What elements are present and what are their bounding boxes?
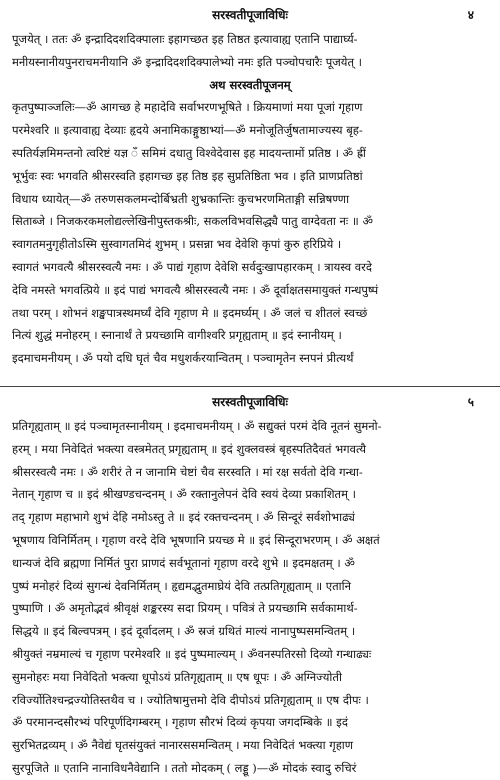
text-line: श्रीयुक्तं नम्रमाल्यं च गृहाण परमेश्वरि ॥ इदं पुष्पमाल्यम् । ॐवनस्पतिरसो दिव्यो गन्धाढ्यः bbox=[12, 646, 372, 661]
text-line: पुष्पं मनोहरं दिव्यं सुगन्धं देवनिर्मितम् । हृद्यमद्भुतमाघ्रेयं देवि तत्प्रतिगृह्यताम् ॥ एतानि bbox=[12, 578, 351, 593]
text-line: सुरभितद्रव्यम् । ॐ नैवेद्यं घृतसंयुक्तं नानारससमन्वितम् । मया निवेदितं भक्त्या गृहाण bbox=[12, 738, 354, 753]
text-line: देवि नमस्ते भगवत्प्रिये ॥ इदं पाद्यं भगवत्यै श्रीसरस्वत्यै नमः । ॐ दूर्वाक्षतसमायुक्तं गन्धपुष्पं bbox=[12, 282, 379, 297]
page-header bbox=[0, 393, 500, 411]
text-line: हरम् । मया निवेदितं भक्त्या वस्त्रमेतत् प्रगृह्यताम् ॥ इदं शुक्लवस्त्रं बृहस्पतिदैवतं भगवत्यै bbox=[12, 441, 367, 456]
text-line: सिताब्जे । निजकरकमलोद्यल्लेखिनीपुस्तकश्रीः, सकलविभवसिद्ध्यै पातु वाग्देवता नः ॥ ॐ bbox=[12, 214, 373, 229]
text-line: ॐ परमानन्दसौरभ्यं परिपूर्णदिगम्बरम् । गृहाण सौरभं दिव्यं कृपया जगदम्बिके ॥ इदं bbox=[12, 715, 348, 730]
running-title: सरस्वतीपूजाविधिः bbox=[212, 8, 288, 22]
text-line: सुमनोहरः मया निवेदितो भक्त्या धूपोऽयं प्रतिगृह्यताम् ॥ एष धूपः । ॐ अग्निज्योती bbox=[12, 669, 342, 684]
text-line: सुरपूजिते ॥ एतानि नानाविधनैवेद्यानि । ततो मोदकम् ( लड्डू )—ॐ मोदकं स्वादु रुचिरं bbox=[12, 760, 357, 775]
page-number: ५ bbox=[467, 395, 474, 409]
text-line: रविर्ज्योतिश्चन्द्रज्योतिस्तथैव च । ज्योतिषामुत्तमो देवि दीपोऽयं प्रतिगृह्यताम् ॥ एष दीपः । bbox=[12, 692, 369, 707]
text-line: सिद्धये ॥ इदं बिल्वपत्रम् । इदं दूर्वादलम् । ॐ स्रजं ग्रथितं माल्यं नानापुष्पसमन्वितम् । bbox=[12, 624, 356, 639]
text-line: भूषणाय विनिर्मितम् । गृहाण वरदे देवि भूषणानि प्रयच्छ मे ॥ इदं सिन्दूराभरणम् । ॐ अक्षतं bbox=[12, 532, 380, 547]
text-line: तद् गृहाण महाभागे शुभं देहि नमोऽस्तु ते ॥ इदं रक्तचन्दनम् । ॐ सिन्दूरं सर्वशोभाढ्यं bbox=[12, 510, 355, 525]
page-number: ४ bbox=[467, 8, 474, 22]
text-line: मनीयस्नानीयपुनराचमनीयानि ॐ इन्द्रादिदशदिक्पालेभ्यो नमः इति पञ्चोपचारैः पूजयेत् । bbox=[12, 54, 363, 69]
text-line: विधाय ध्यायेत्—ॐ तरुणसकलमन्दोर्बिभ्रती शुभ्रकान्तिः कुचभरणमिताङ्गी सन्निषण्णा bbox=[12, 191, 350, 206]
text-line: इदमाचमनीयम् । ॐ पयो दधि घृतं चैव मधुशर्करयान्वितम् । पञ्चामृतेन स्नपनं प्रीत्यर्थं bbox=[12, 351, 354, 366]
text-line: परमेश्वरि ॥ इत्यावाह्य देव्याः हृदये अनामिकाङ्गुष्ठाभ्यां—ॐ मनोजूतिर्जुषतामाज्यस्य बृह- bbox=[12, 123, 363, 138]
text-line: नेतान् गृहाण च ॥ इदं श्रीखण्डचन्दनम् । ॐ रक्तानुलेपनं देवि स्वयं देव्या प्रकाशितम् । bbox=[12, 487, 356, 502]
body-text bbox=[12, 28, 488, 370]
text-line: पुष्पाणि । ॐ अमृतोद्भवं श्रीवृक्षं शङ्करस्य सदा प्रियम् । पवित्रं ते प्रयच्छामि सर्वकामार्थ- bbox=[12, 601, 358, 616]
page-header bbox=[0, 6, 500, 24]
body-text bbox=[12, 415, 488, 780]
text-line: पूजयेत् । ततः ॐ इन्द्रादिदशदिक्पालाः इहागच्छत इह तिष्ठत इत्यावाह्य एतानि पाद्यार्घ्य- bbox=[12, 32, 358, 46]
text-line: स्वागतं भगवत्यै श्रीसरस्वत्यै नमः । ॐ पाद्यं गृहाण देवेशि सर्वदुःखापहारकम् । त्रायस्व वरदे bbox=[12, 259, 372, 274]
text-line: कृतपुष्पाञ्जलिः—ॐ आगच्छ हे महादेवि सर्वाभरणभूषिते । क्रियमाणां मया पूजां गृहाण bbox=[12, 100, 363, 115]
text-line: स्पतिर्यज्ञमिमन्तनो त्वरिष्टं यज्ञ ँ समिमं दधातु विश्वेदेवास इह मादयन्तामों प्रतिष्ठ । ॐ ह्रीं bbox=[12, 145, 366, 160]
text-line: प्रतिगृह्यताम् ॥ इदं पञ्चामृतस्नानीयम् । इदमाचमनीयम् । ॐ सद्युक्तं परमं देवि नूतनं सुमनो- bbox=[12, 419, 382, 433]
text-line: स्वागतमनुगृहीतोऽस्मि सुस्वागतमिदं शुभम् । प्रसन्ना भव देवेशि कृपां कुरु हरिप्रिये । bbox=[12, 237, 342, 252]
text-line: तथा परम् । शोभनं शङ्खपात्रस्थमर्घ्यं देवि गृहाण मे ॥ इदमर्घ्यम् । ॐ जलं च शीतलं स्वच्छं bbox=[12, 305, 368, 320]
page-four bbox=[0, 0, 500, 386]
section-heading: अथ सरस्वतीपूजनम् bbox=[209, 77, 291, 92]
page-five bbox=[0, 386, 500, 773]
text-line: धान्यजं देवि ब्रह्मणा निर्मितं पुरा प्राणदं सर्वभूतानां गृहाण वरदे शुभे ॥ इदमक्षतम् । ॐ bbox=[12, 555, 355, 570]
text-line: भूर्भुवः स्वः भगवति श्रीसरस्वति इहागच्छ इह तिष्ठ इह सुप्रतिष्ठिता भव । इति प्राणप्रतिष्ठां bbox=[12, 168, 363, 183]
text-line: नित्यं शुद्धं मनोहरम् । स्नानार्थं ते प्रयच्छामि वागीश्वरि प्रगृह्यताम् ॥ इदं स्नानीयम् । bbox=[12, 328, 342, 343]
text-line: श्रीसरस्वत्यै नमः । ॐ शरीरं ते न जानामि चेष्टां चैव सरस्वति । मां रक्ष सर्वतो देवि गन्धा- bbox=[12, 464, 363, 479]
running-title: सरस्वतीपूजाविधिः bbox=[212, 395, 288, 409]
